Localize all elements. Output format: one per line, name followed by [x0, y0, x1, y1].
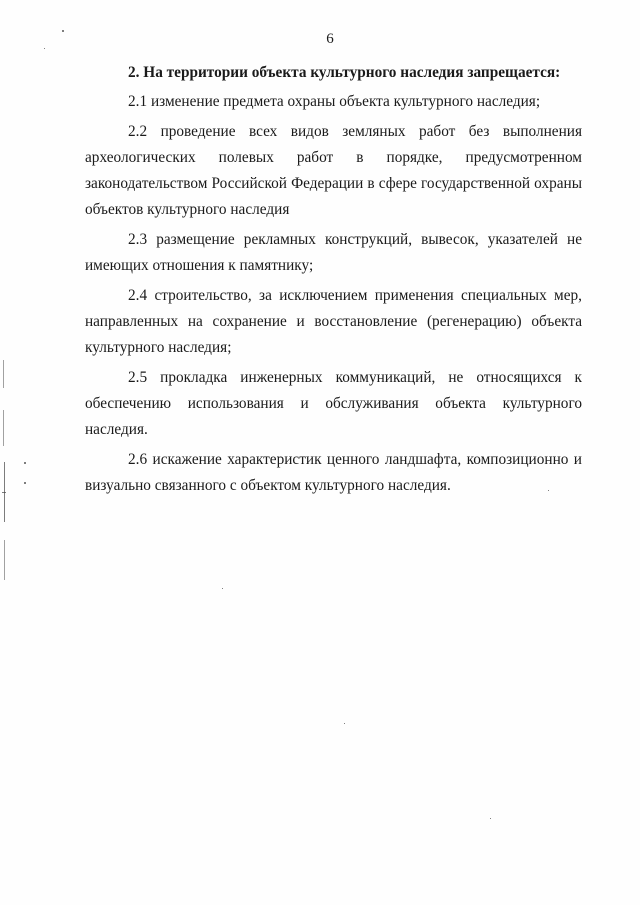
list-item-line: 2.1 изменение предмета охраны объекта культурного наследия;	[128, 93, 541, 110]
section-heading: 2. На территории объекта культурного наследия запрещается:	[128, 64, 561, 81]
list-item-line: 2.5 прокладка инженерных коммуникаций, не относящихся к	[128, 369, 582, 386]
scan-edge-mark	[4, 540, 5, 580]
list-item-2-6	[85, 447, 582, 499]
scan-speck	[44, 48, 45, 49]
scan-speck	[548, 490, 549, 491]
list-item-2-3	[85, 227, 582, 279]
list-item-line: археологических полевых работ в порядке, предусмотренном	[85, 149, 582, 166]
list-item-line: 2.4 строительство, за исключением применения специальных мер,	[128, 287, 582, 304]
list-item-2-1	[85, 89, 582, 115]
list-item-line: визуально связанного с объектом культурного наследия.	[85, 477, 451, 494]
scan-speck	[222, 588, 223, 589]
page-number: 6	[326, 31, 334, 47]
scan-speck	[490, 818, 491, 819]
scan-speck	[24, 462, 26, 464]
list-item-line: имеющих отношения к памятнику;	[85, 257, 314, 274]
list-item-2-4	[85, 283, 582, 361]
list-item-line: 2.2 проведение всех видов земляных работ без выполнения	[128, 123, 582, 140]
list-item-line: законодательством Российской Федерации в сфере государственной охраны	[85, 175, 582, 192]
list-item-line: обеспечению использования и обслуживания объекта культурного наследия.	[85, 395, 582, 438]
scan-speck	[344, 723, 345, 724]
scan-edge-mark	[2, 492, 6, 493]
scan-speck	[24, 482, 26, 484]
list-item-2-2	[85, 119, 582, 223]
scan-speck	[62, 30, 64, 32]
list-item-line: направленных на сохранение и восстановление (регенерацию) объекта	[85, 313, 582, 330]
list-item-line: культурного наследия;	[85, 339, 232, 356]
list-item-line: объектов культурного наследия	[85, 201, 290, 218]
scan-edge-mark	[3, 410, 4, 446]
scan-edge-mark	[3, 360, 4, 388]
list-item-line: 2.6 искажение характеристик ценного ландшафта, композиционно и	[128, 451, 582, 468]
list-item-line: 2.3 размещение рекламных конструкций, вывесок, указателей не	[128, 231, 582, 248]
document-body	[85, 60, 582, 503]
list-item-2-5	[85, 365, 582, 443]
